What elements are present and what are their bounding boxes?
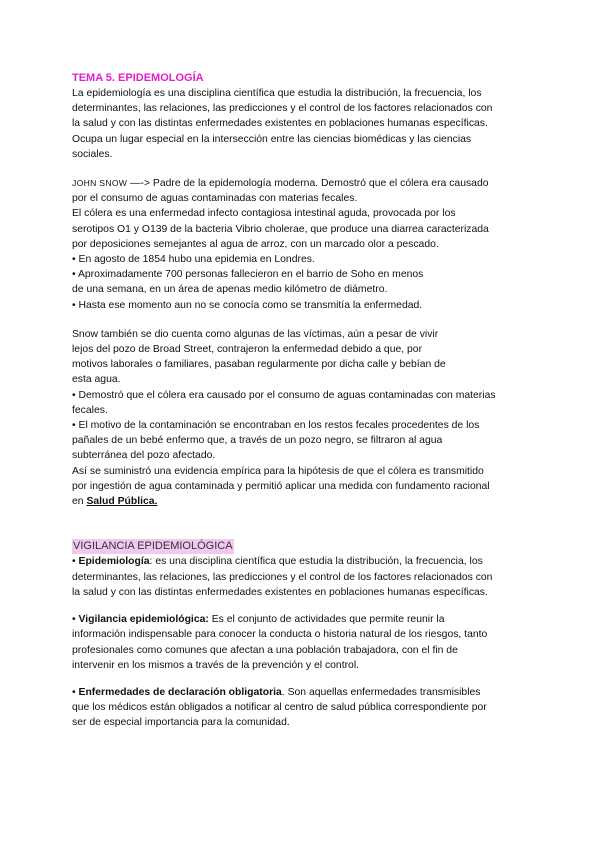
definition-text: : es una disciplina científica que estudia la distribución, la frecuencia, los bbox=[149, 556, 483, 568]
bullet-line: • Epidemiología: es una disciplina científica que estudia la distribución, la frecuencia, los bbox=[72, 556, 483, 568]
text-line: ser de especial importancia para la comunidad. bbox=[72, 717, 290, 729]
term-vigilancia: Vigilancia epidemiológica: bbox=[78, 614, 209, 626]
text-line: serotipos O1 y O139 de la bacteria Vibrio cholerae, que produce una diarrea caracterizada bbox=[72, 223, 489, 235]
text-line: que los médicos están obligados a notificar al centro de salud pública correspondiente por bbox=[72, 702, 487, 714]
text-line: Snow también se dio cuenta como algunas de las víctimas, aún a pesar de vivir bbox=[72, 328, 439, 340]
text-line bbox=[72, 176, 530, 191]
text-line: fecales. bbox=[72, 404, 108, 416]
intro-paragraph bbox=[72, 86, 530, 162]
term-epidemiologia: Epidemiología bbox=[78, 556, 150, 568]
text-line: determinantes, las relaciones, las predicciones y el control de los factores relacionados con bbox=[72, 571, 493, 583]
text-line: Ocupa un lugar especial en la intersección entre las ciencias biomédicas y las ciencias bbox=[72, 133, 472, 145]
text-line: pañales de un bebé enfermo que, a través de un pozo negro, se filtraron al agua bbox=[72, 435, 443, 447]
text-line: motivos laborales o familiares, pasaban regularmente por dicha calle y bebían de bbox=[72, 359, 446, 371]
text-line: Así se suministró una evidencia empírica para la hipótesis de que el cólera es transmitido bbox=[72, 465, 484, 477]
text-line: profesionales como comunes que afectan a una población trabajadora, con el fin de bbox=[72, 644, 458, 656]
text-line: de una semana, en un área de apenas medio kilómetro de diámetro. bbox=[72, 284, 388, 296]
text-prefix: en bbox=[72, 496, 87, 508]
text-line: por deposiciones semejantes al agua de arroz, con un marcado olor a pescado. bbox=[72, 238, 439, 250]
bullet-line: • Demostró que el cólera era causado por el consumo de aguas contaminadas con materias bbox=[72, 389, 496, 401]
bullet-line: • Vigilancia epidemiológica: Es el conjunto de actividades que permite reunir la bbox=[72, 614, 445, 626]
salud-publica-link[interactable]: Salud Pública. bbox=[86, 496, 158, 508]
bullet-line: • Aproximadamente 700 personas fallecieron en el barrio de Soho en menos bbox=[72, 269, 424, 281]
text-line: El cólera es una enfermedad infecto contagiosa intestinal aguda, provocada por los bbox=[72, 208, 456, 220]
text-line: por el consumo de aguas contaminadas con materias fecales. bbox=[72, 193, 358, 205]
bullet-line: • En agosto de 1854 hubo una epidemia en Londres. bbox=[72, 254, 315, 266]
term-edo: Enfermedades de declaración obligatoria bbox=[78, 686, 282, 698]
john-snow-name: JOHN SNOW bbox=[72, 178, 128, 189]
text-line: la salud y con las distintas enfermedades existentes en poblaciones humanas específicas. bbox=[72, 118, 488, 130]
john-snow-section bbox=[72, 176, 530, 313]
bullet-line: • Hasta ese momento aun no se conocía como se transmitía la enfermedad. bbox=[72, 299, 423, 311]
john-snow-intro: —-> Padre de la epidemología moderna. Demostró que el cólera era causado bbox=[127, 178, 489, 190]
text-line: por ingestión de agua contaminada y permitió aplicar una medida con fundamento racional bbox=[72, 480, 490, 492]
text-line: esta agua. bbox=[72, 374, 121, 386]
text-line: determinantes, las relaciones, las predicciones y el control de los factores relacionados con bbox=[72, 103, 493, 115]
definition-text: . Son aquellas enfermedades transmisibles bbox=[281, 686, 481, 698]
vigilancia-section bbox=[72, 539, 530, 730]
bullet-line: • Enfermedades de declaración obligatoria. Son aquellas enfermedades transmisibles bbox=[72, 686, 481, 698]
text-line bbox=[72, 494, 530, 509]
text-line: sociales. bbox=[72, 148, 113, 160]
text-line: información indispensable para conocer la conducta o historia natural de los riesgos, tanto bbox=[72, 629, 488, 641]
text-line: la salud y con las distintas enfermedades existentes en poblaciones humanas específicas. bbox=[72, 586, 488, 598]
bullet-line: • El motivo de la contaminación se encontraban en los restos fecales procedentes de los bbox=[72, 420, 480, 432]
section-heading: VIGILANCIA EPIDEMIOLÓGICA bbox=[73, 540, 233, 553]
definition-text: Es el conjunto de actividades que permite reunir la bbox=[208, 614, 445, 626]
page-title: TEMA 5. EPIDEMOLOGÍA bbox=[72, 72, 204, 84]
text-line: lejos del pozo de Broad Street, contrajeron la enfermedad debido a que, por bbox=[72, 344, 423, 356]
broad-street-section bbox=[72, 327, 530, 509]
text-line: subterránea del pozo afectado. bbox=[72, 450, 216, 462]
text-line: intervenir en los mismos a través de la prevención y el control. bbox=[72, 659, 360, 671]
text-line: La epidemiología es una disciplina científica que estudia la distribución, la frecuencia, los bbox=[72, 88, 482, 99]
